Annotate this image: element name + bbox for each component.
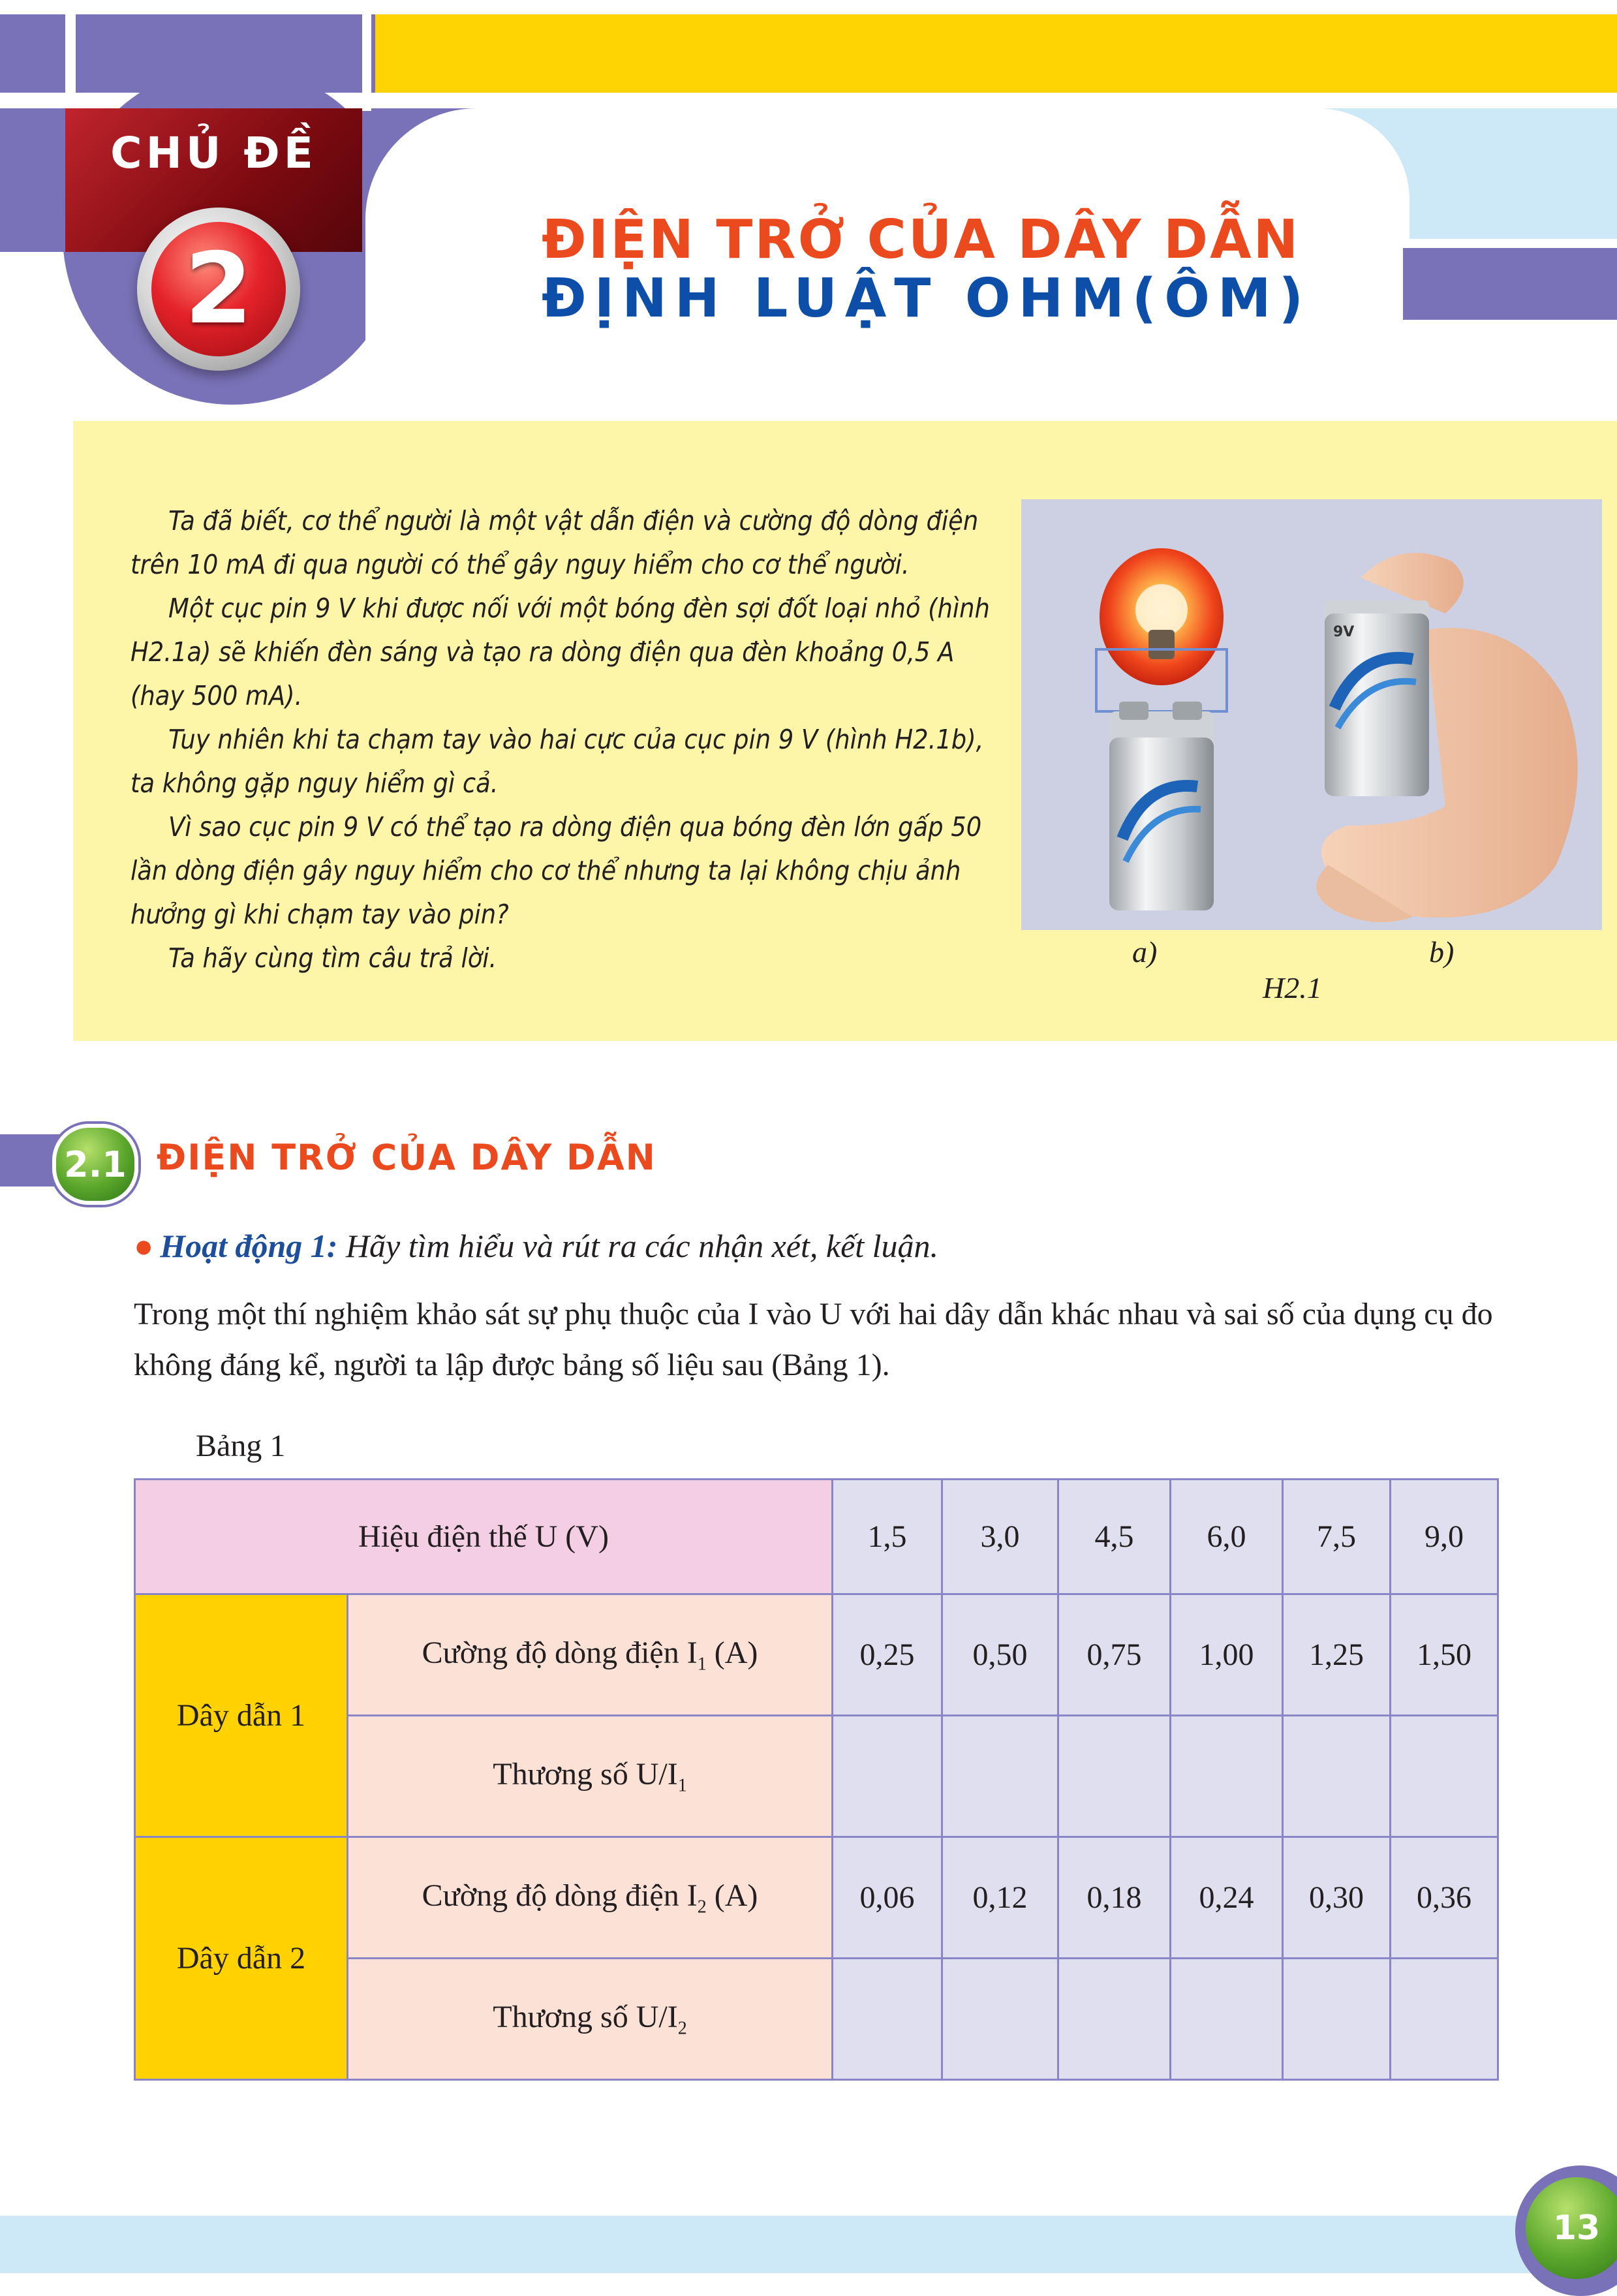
empty-cell bbox=[1058, 1959, 1171, 2080]
figure-h2-1-photo bbox=[1021, 499, 1602, 930]
light-bulb-icon bbox=[1100, 548, 1224, 685]
current-cell: 0,50 bbox=[942, 1594, 1058, 1716]
empty-cell bbox=[1283, 1959, 1391, 2080]
activity-line bbox=[134, 1227, 938, 1265]
empty-cell bbox=[1171, 1959, 1283, 2080]
battery-icon bbox=[1325, 600, 1429, 796]
section-title: ĐIỆN TRỞ CỦA DÂY DẪN bbox=[157, 1137, 656, 1178]
wire2-ratio-label: Thương số $U/I_2$ bbox=[348, 1959, 833, 2080]
current-cell: 0,75 bbox=[1058, 1594, 1171, 1716]
wire1-current-label: Cường độ dòng điện $I_1$ (A) bbox=[348, 1594, 833, 1716]
current-cell: 0,06 bbox=[833, 1837, 942, 1959]
empty-cell bbox=[1283, 1716, 1391, 1837]
voltage-cell: 6,0 bbox=[1171, 1480, 1283, 1594]
intro-text bbox=[131, 499, 992, 980]
empty-cell bbox=[1391, 1716, 1498, 1837]
bullet-icon: ● bbox=[134, 1228, 154, 1264]
topic-number-badge bbox=[151, 222, 286, 356]
battery-icon bbox=[1109, 702, 1214, 910]
voltage-cell: 7,5 bbox=[1283, 1480, 1391, 1594]
wire1-label: Dây dẫn 1 bbox=[135, 1594, 348, 1837]
header-right-line bbox=[1403, 239, 1617, 248]
topic-label: CHỦ ĐỀ bbox=[110, 128, 317, 178]
body-paragraph: Trong một thí nghiệm khảo sát sự phụ thuộc của I vào U với hai dây dẫn khác nhau và sai số của dụng cụ đo không đáng kể, người ta lập được bảng số liệu sau (Bảng 1). bbox=[134, 1297, 1493, 1382]
activity-label: Hoạt động 1: bbox=[160, 1228, 338, 1264]
wire2-label: Dây dẫn 2 bbox=[135, 1837, 348, 2080]
empty-cell bbox=[1171, 1716, 1283, 1837]
chapter-title-line1: ĐIỆN TRỞ CỦA DÂY DẪN bbox=[542, 209, 1301, 271]
chapter-title-line2: ĐỊNH LUẬT OHM(ÔM) bbox=[542, 268, 1312, 330]
current-cell: 0,25 bbox=[833, 1594, 942, 1716]
empty-cell bbox=[833, 1716, 942, 1837]
current-cell: 1,50 bbox=[1391, 1594, 1498, 1716]
wire1-ratio-label: Thương số $U/I_1$ bbox=[348, 1716, 833, 1837]
section-number: 2.1 bbox=[64, 1143, 127, 1185]
figure-caption-b: b) bbox=[1429, 935, 1455, 969]
empty-cell bbox=[942, 1716, 1058, 1837]
intro-paragraph: Vì sao cục pin 9 V có thể tạo ra dòng điện qua bóng đèn lớn gấp 50 lần dòng điện gây nguy hiểm cho cơ thể nhưng ta lại không chịu ảnh hưởng gì khi chạm tay vào pin? bbox=[131, 811, 982, 930]
wire2-current-label: Cường độ dòng điện $I_2$ (A) bbox=[348, 1837, 833, 1959]
battery-label: 9V bbox=[1333, 624, 1355, 640]
table-header-row bbox=[135, 1480, 1498, 1594]
header-right-bar bbox=[1403, 248, 1617, 320]
current-cell: 0,18 bbox=[1058, 1837, 1171, 1959]
voltage-cell: 3,0 bbox=[942, 1480, 1058, 1594]
data-table bbox=[134, 1478, 1499, 2081]
figure-caption-a: a) bbox=[1132, 935, 1158, 969]
table-row bbox=[135, 1594, 1498, 1716]
voltage-cell: 4,5 bbox=[1058, 1480, 1171, 1594]
intro-paragraph: Ta đã biết, cơ thể người là một vật dẫn điện và cường độ dòng điện trên 10 mA đi qua người có thể gây nguy hiểm cho cơ thể người. bbox=[131, 505, 979, 580]
voltage-cell: 9,0 bbox=[1391, 1480, 1498, 1594]
current-cell: 0,24 bbox=[1171, 1837, 1283, 1959]
current-cell: 1,25 bbox=[1283, 1594, 1391, 1716]
table-row bbox=[135, 1837, 1498, 1959]
empty-cell bbox=[942, 1959, 1058, 2080]
figure-caption: H2.1 bbox=[1263, 971, 1322, 1004]
activity-text: Hãy tìm hiểu và rút ra các nhận xét, kết luận. bbox=[345, 1228, 939, 1264]
table-caption: Bảng 1 bbox=[196, 1429, 286, 1463]
voltage-header: Hiệu điện thế U (V) bbox=[135, 1480, 833, 1594]
current-cell: 0,36 bbox=[1391, 1837, 1498, 1959]
empty-cell bbox=[1058, 1716, 1171, 1837]
current-cell: 1,00 bbox=[1171, 1594, 1283, 1716]
page-number: 13 bbox=[1552, 2209, 1601, 2248]
voltage-cell: 1,5 bbox=[833, 1480, 942, 1594]
intro-paragraph: Một cục pin 9 V khi được nối với một bóng đèn sợi đốt loại nhỏ (hình H2.1a) sẽ khiến đèn sáng và tạo ra dòng điện qua đèn khoảng 0,5 A (hay 500 mA). bbox=[131, 593, 990, 711]
header-right-line-2 bbox=[1403, 320, 1617, 329]
header-vertical-line-2 bbox=[362, 0, 371, 111]
intro-paragraph: Ta hãy cùng tìm câu trả lời. bbox=[168, 942, 497, 974]
empty-cell bbox=[1391, 1959, 1498, 2080]
section-badge bbox=[52, 1124, 138, 1205]
current-cell: 0,12 bbox=[942, 1837, 1058, 1959]
header-band-yellow bbox=[375, 14, 1617, 93]
current-cell: 0,30 bbox=[1283, 1837, 1391, 1959]
footer-band bbox=[0, 2216, 1617, 2273]
intro-paragraph: Tuy nhiên khi ta chạm tay vào hai cực của cục pin 9 V (hình H2.1b), ta không gặp nguy hiểm gì cả. bbox=[131, 724, 984, 799]
topic-number: 2 bbox=[184, 232, 253, 346]
empty-cell bbox=[833, 1959, 942, 2080]
battery-illustration bbox=[1021, 499, 1602, 930]
